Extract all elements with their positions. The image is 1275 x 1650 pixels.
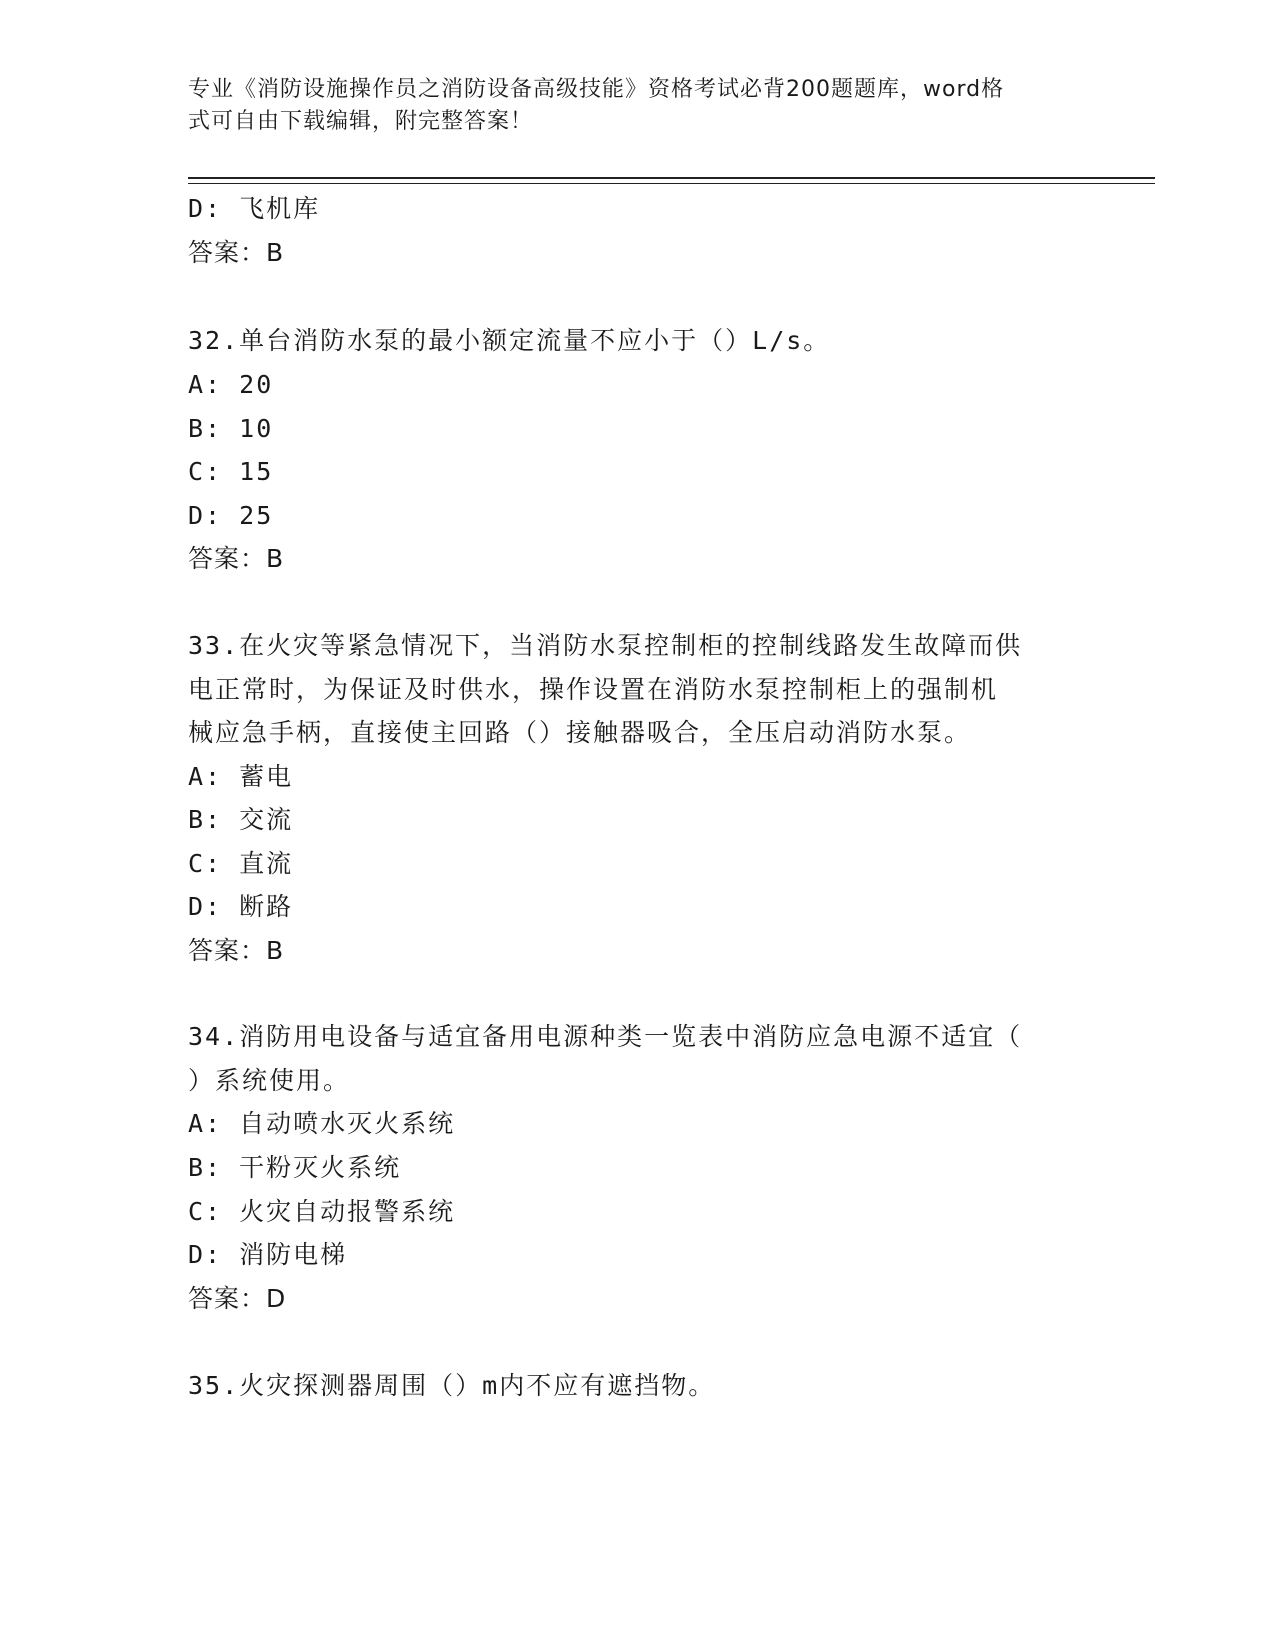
q35-stem: 35.火灾探测器周围（）m内不应有遮挡物。	[188, 1371, 716, 1400]
q33-option-c: C: 直流	[188, 849, 294, 878]
q33-option-a: A: 蓄电	[188, 762, 294, 791]
q33-answer: 答案：B	[188, 936, 285, 965]
q33-stem-line-3: 械应急手柄，直接使主回路（）接触器吸合，全压启动消防水泵。	[188, 718, 972, 747]
q34-stem-line-2: ）系统使用。	[188, 1066, 351, 1095]
q34-option-a: A: 自动喷水灭火系统	[188, 1109, 456, 1138]
q31-answer: 答案：B	[188, 238, 285, 267]
header-divider-thick	[188, 177, 1155, 179]
q32-option-c: C: 15	[188, 457, 274, 486]
q34-answer: 答案：D	[188, 1284, 287, 1313]
q34-option-c: C: 火灾自动报警系统	[188, 1197, 456, 1226]
q33-option-d: D: 断路	[188, 892, 294, 921]
q32-option-b: B: 10	[188, 414, 274, 443]
q31-option-d: D: 飞机库	[188, 194, 321, 223]
q34-option-b: B: 干粉灭火系统	[188, 1153, 402, 1182]
q32-option-a: A: 20	[188, 370, 274, 399]
q33-stem-line-1: 33.在火灾等紧急情况下，当消防水泵控制柜的控制线路发生故障而供	[188, 631, 1023, 660]
document-header	[188, 74, 1068, 138]
header-divider-thin	[188, 183, 1155, 184]
q34-option-d: D: 消防电梯	[188, 1240, 348, 1269]
q32-answer: 答案：B	[188, 544, 285, 573]
q32-stem: 32.单台消防水泵的最小额定流量不应小于（）L/s。	[188, 326, 831, 355]
q33-option-b: B: 交流	[188, 805, 294, 834]
q34-stem-line-1: 34.消防用电设备与适宜备用电源种类一览表中消防应急电源不适宜（	[188, 1022, 1023, 1051]
header-line-2: 式可自由下载编辑，附完整答案！	[188, 109, 534, 134]
header-line-1: 专业《消防设施操作员之消防设备高级技能》资格考试必背200题题库，word格	[188, 77, 1005, 102]
q32-option-d: D: 25	[188, 501, 274, 530]
q33-stem-line-2: 电正常时，为保证及时供水，操作设置在消防水泵控制柜上的强制机	[188, 675, 999, 704]
